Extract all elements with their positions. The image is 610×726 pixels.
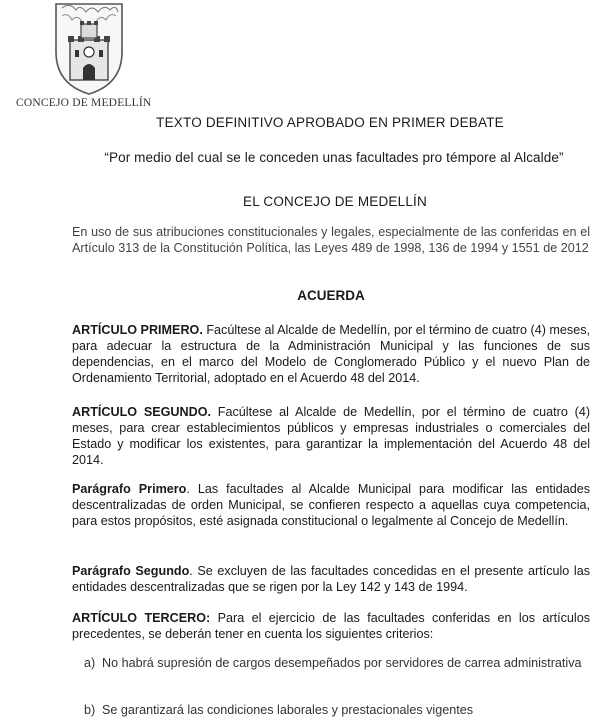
list-item-text: No habrá supresión de cargos desempeñados por servidores de carrea administrativa bbox=[102, 656, 582, 670]
preamble: En uso de sus atribuciones constitucionales y legales, especialmente de las conferidas en el Artículo 313 de la Constitución Política, las Leyes 489 de 1998, 136 de 1994 y 1551 de 2012 bbox=[72, 225, 590, 255]
list-item-letter: a) bbox=[84, 656, 96, 670]
paragraph-first bbox=[72, 481, 590, 529]
list-item bbox=[84, 702, 590, 718]
article-first-label: ARTÍCULO PRIMERO. bbox=[72, 323, 203, 337]
article-first-text: Facúltese al Alcalde de Medellín, por el término de cuatro (4) meses, para adecuar la estructura de la Administración Municipal y las funciones de sus dependencias, en el marco del Modelo de Conglomerado Público y el nuevo Plan de Ordenamiento Territorial, adoptado en el Acuerdo 48 del 2014. bbox=[72, 323, 590, 385]
article-first bbox=[72, 322, 590, 386]
document-subtitle: “Por medio del cual se le conceden unas facultades pro témpore al Alcalde” bbox=[104, 150, 564, 165]
paragraph-first-label: Parágrafo Primero bbox=[72, 482, 187, 496]
paragraph-second-text: . Se excluyen de las facultades concedidas en el presente artículo las entidades descentralizadas que se rigen por la Ley 142 y 143 de 1994. bbox=[72, 564, 590, 594]
article-second-label: ARTÍCULO SEGUNDO. bbox=[72, 405, 212, 419]
list-item bbox=[84, 655, 590, 671]
resolves-heading: ACUERDA bbox=[297, 288, 365, 303]
article-second bbox=[72, 404, 590, 468]
paragraph-second bbox=[72, 563, 590, 595]
list-item-letter: b) bbox=[84, 703, 96, 717]
council-heading: EL CONCEJO DE MEDELLÍN bbox=[243, 194, 427, 209]
medellin-coat-of-arms-icon bbox=[50, 0, 128, 96]
article-third-text: Para el ejercicio de las facultades conferidas en los artículos precedentes, se deberán tener en cuenta los siguientes criterios: bbox=[72, 611, 590, 641]
article-third bbox=[72, 610, 590, 642]
council-name: CONCEJO DE MEDELLÍN bbox=[16, 97, 152, 109]
list-item-text: Se garantizará las condiciones laborales y prestacionales vigentes bbox=[102, 703, 474, 717]
article-second-text: Facúltese al Alcalde de Medellín, por el término de cuatro (4) meses, para crear establecimientos públicos y empresas industriales o comerciales del Estado y modificar los existentes, para garantizar la implementación del Acuerdo 48 del 2014. bbox=[72, 405, 591, 467]
document-title: TEXTO DEFINITIVO APROBADO EN PRIMER DEBATE bbox=[156, 115, 504, 130]
paragraph-second-label: Parágrafo Segundo bbox=[72, 564, 190, 578]
article-third-label: ARTÍCULO TERCERO: bbox=[72, 611, 211, 625]
paragraph-first-text: . Las facultades al Alcalde Municipal para modificar las entidades descentralizadas de orden Municipal, se confieren respecto a aquellas cuya competencia, para estos propósitos, esté asignada constitucional o legalmente al Concejo de Medellín. bbox=[72, 482, 591, 528]
